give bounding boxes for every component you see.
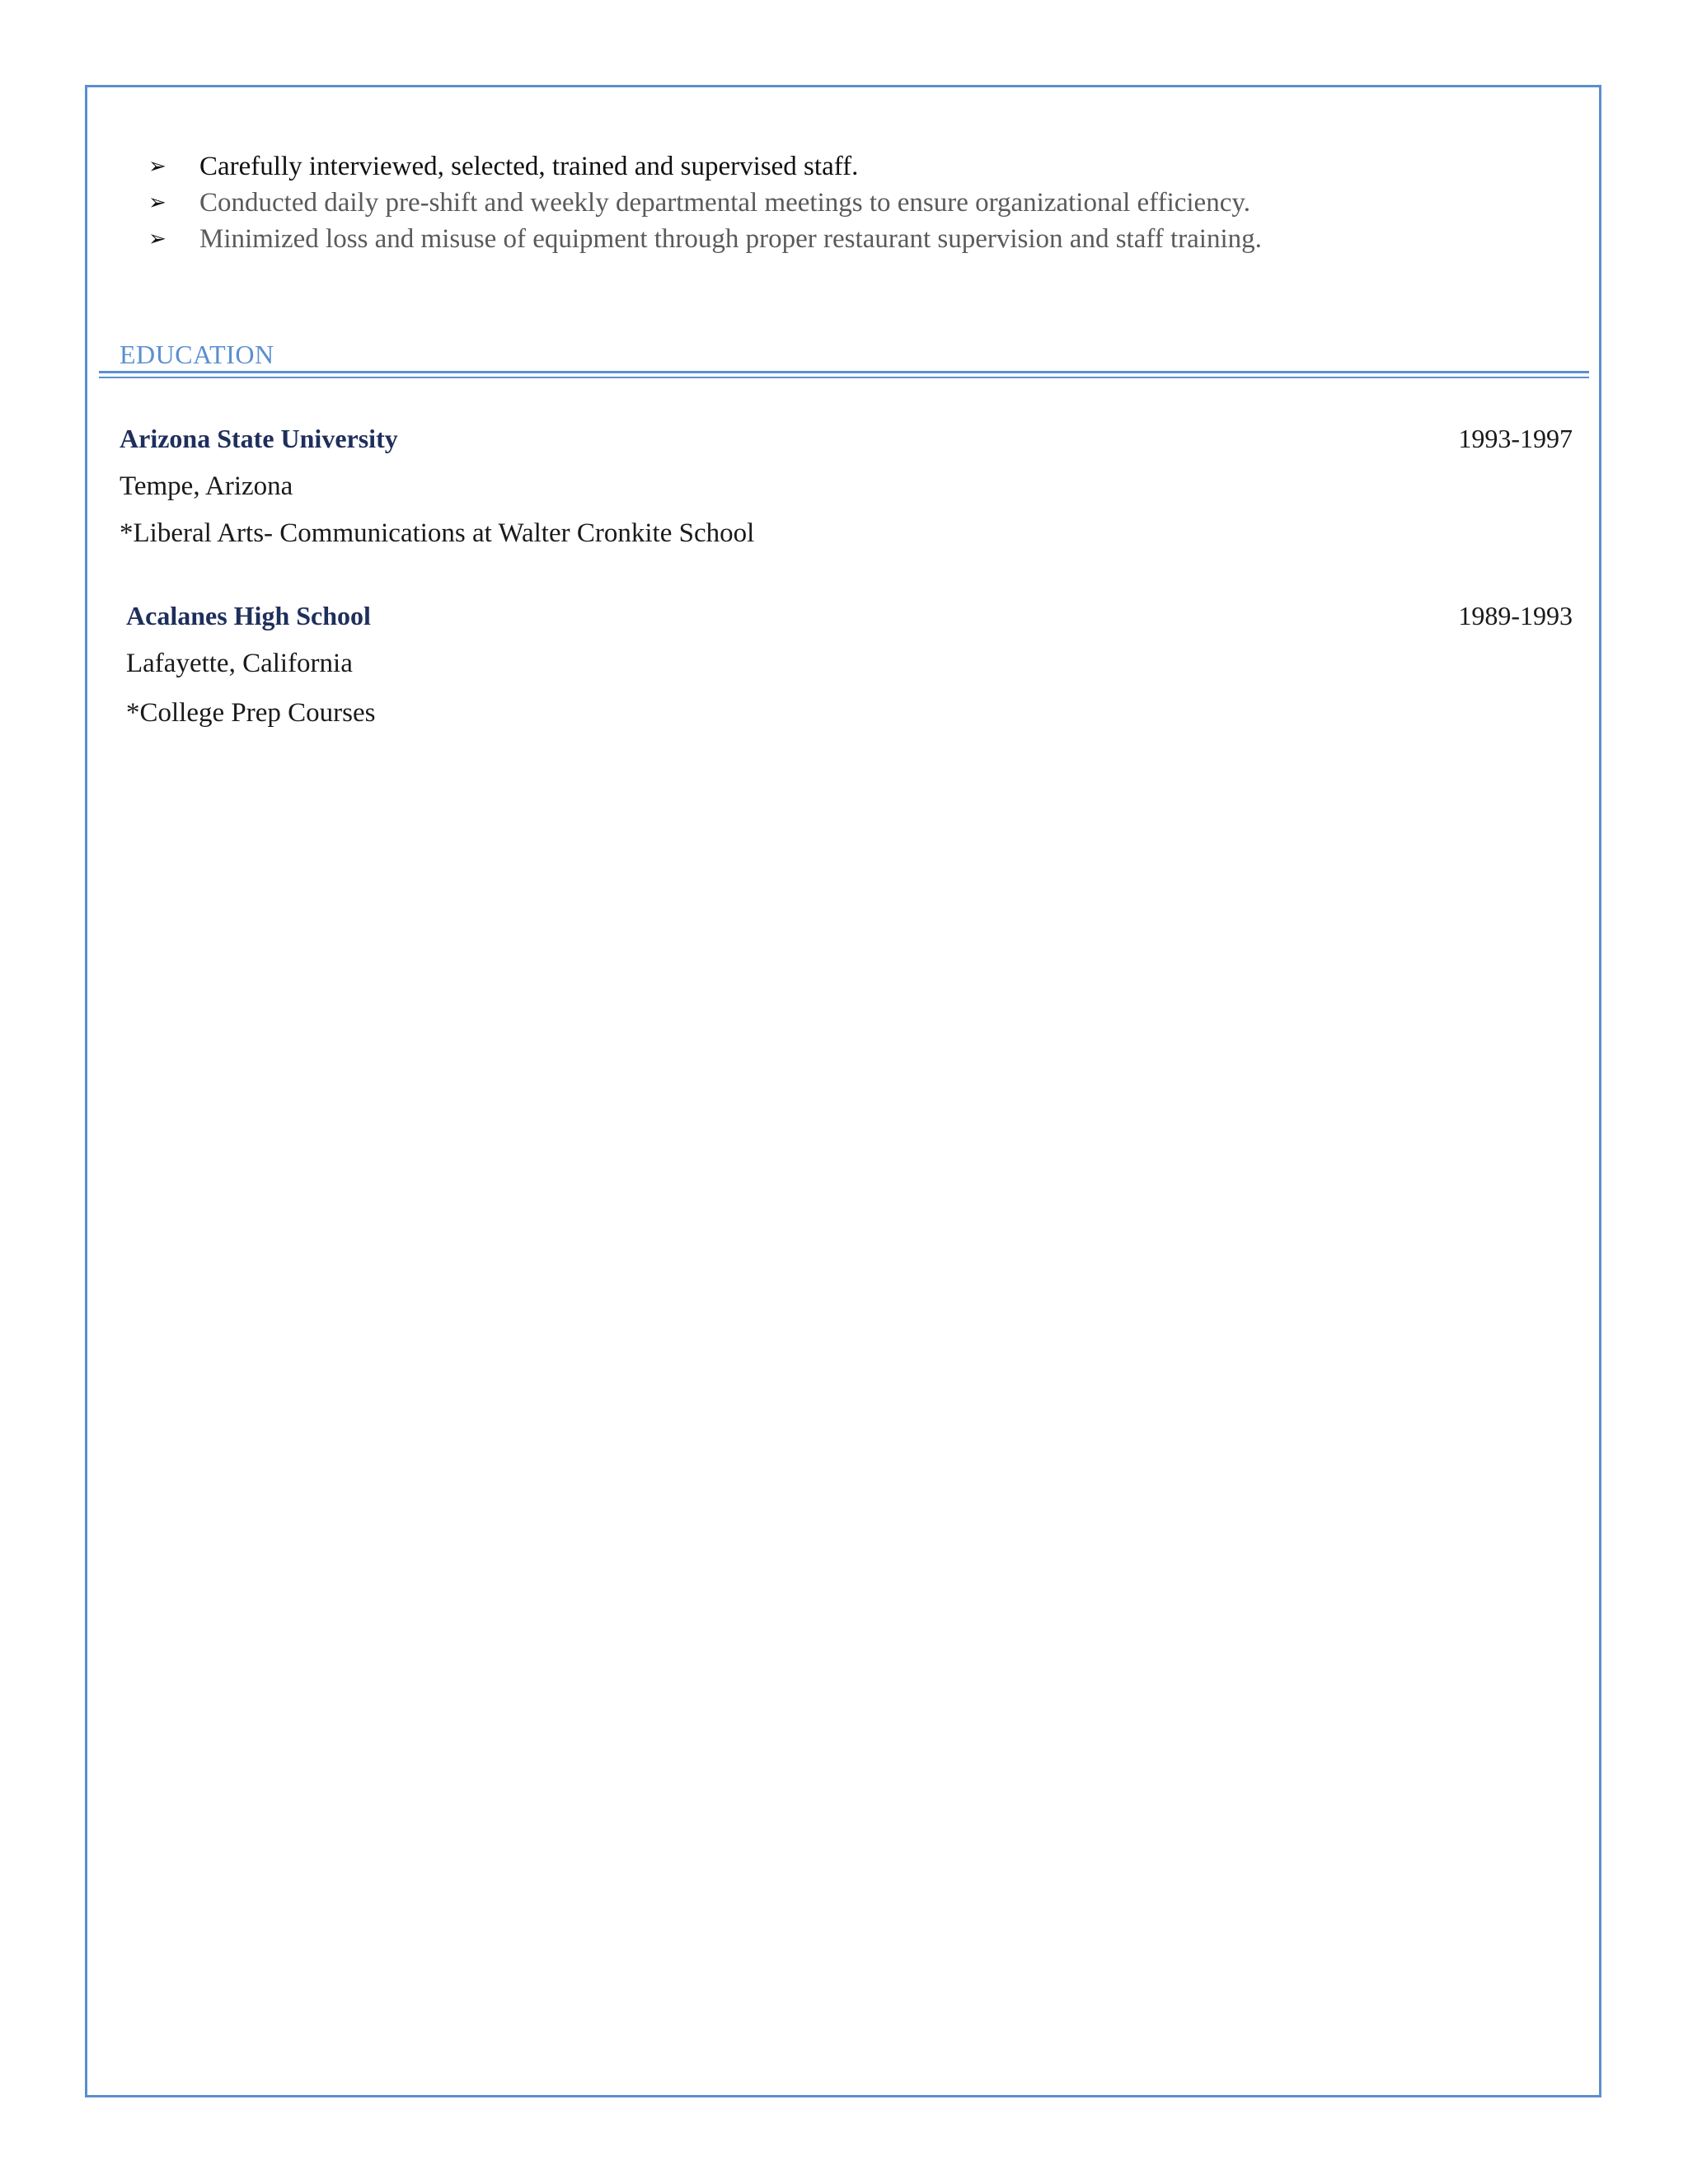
- section-divider: [99, 377, 1589, 378]
- school-location: Tempe, Arizona: [120, 471, 293, 501]
- experience-bullet-list: [148, 148, 1550, 257]
- school-name: Arizona State University: [120, 424, 398, 453]
- arrowhead-bullet-icon: ➢: [148, 190, 166, 215]
- section-divider: [99, 371, 1589, 373]
- bullet-text: Carefully interviewed, selected, trained and supervised staff.: [199, 152, 859, 181]
- page-border: [85, 85, 1601, 2097]
- school-detail: *College Prep Courses: [126, 698, 376, 728]
- bullet-text: Conducted daily pre-shift and weekly departmental meetings to ensure organizational efficiency.: [199, 188, 1250, 218]
- school-detail: *Liberal Arts- Communications at Walter Cronkite School: [120, 518, 755, 548]
- bullet-item: [148, 221, 1550, 257]
- education-heading: EDUCATION: [120, 340, 274, 369]
- school-years: 1989-1993: [1458, 601, 1573, 630]
- school-name: Acalanes High School: [126, 601, 371, 630]
- bullet-text: Minimized loss and misuse of equipment through proper restaurant supervision and staff training.: [199, 224, 1262, 254]
- bullet-item: [148, 148, 1550, 185]
- arrowhead-bullet-icon: ➢: [148, 154, 166, 179]
- school-location: Lafayette, California: [126, 649, 353, 678]
- school-years: 1993-1997: [1458, 424, 1573, 453]
- arrowhead-bullet-icon: ➢: [148, 227, 166, 251]
- bullet-item: [148, 185, 1550, 221]
